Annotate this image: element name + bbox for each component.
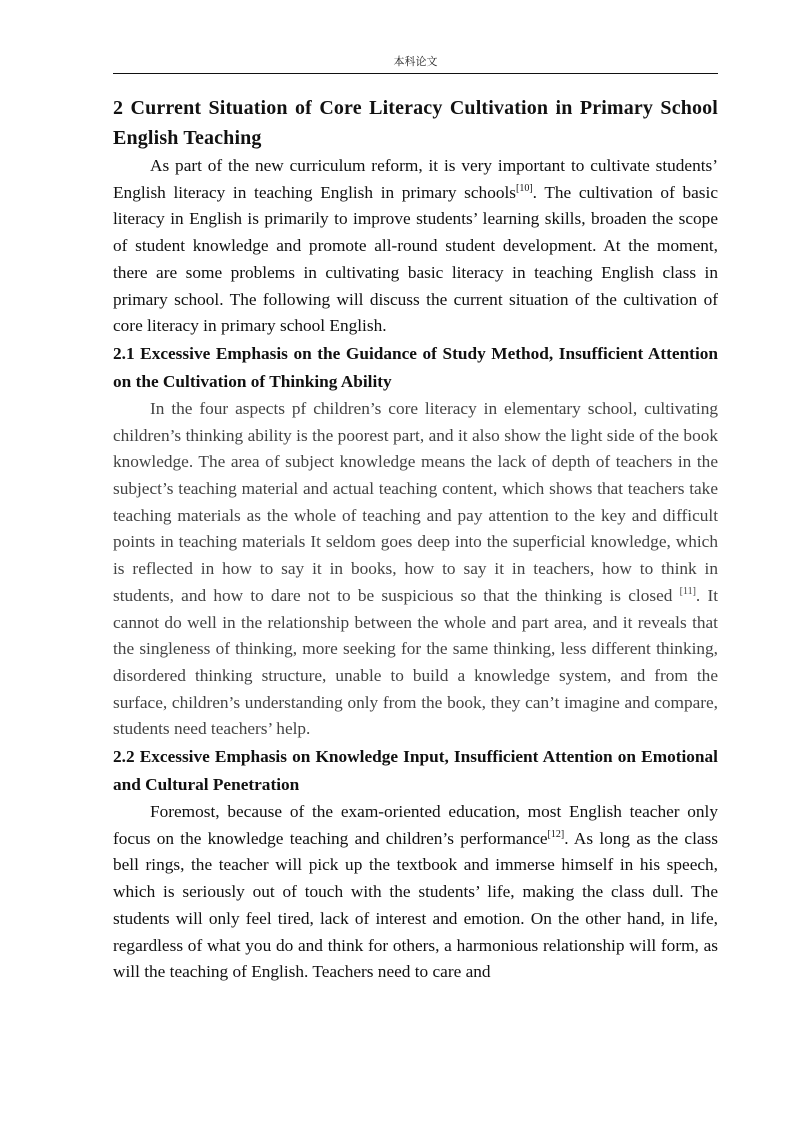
paragraph-text: Foremost, because of the exam-oriented education, most English teacher only focus on the knowledge teaching and children’s performance — [113, 802, 718, 848]
paragraph-text: . As long as the class bell rings, the teacher will pick up the textbook and immerse himself in his speech, which is seriously out of touch with the students’ life, making the class dull. The students will only feel tired, lack of interest and emotion. On the other hand, in life, regardless of what you do and think for others, a harmonious relationship will form, as will the teaching of English. Teachers need to care and — [113, 828, 718, 982]
section-2-paragraph — [113, 153, 718, 340]
document-body — [113, 93, 718, 986]
citation-ref: [11] — [679, 585, 696, 597]
section-2-2-paragraph — [113, 799, 718, 986]
citation-ref: [12] — [547, 828, 565, 840]
paragraph-text: As part of the new curriculum reform, it is very important to cultivate students’ English literacy in teaching English in primary schools — [113, 156, 718, 202]
section-2-1-heading: 2.1 Excessive Emphasis on the Guidance of Study Method, Insufficient Attention on the Cultivation of Thinking Ability — [113, 343, 718, 391]
page-header: 本科论文 — [393, 55, 438, 68]
section-2-heading: 2 Current Situation of Core Literacy Cultivation in Primary School English Teaching — [113, 97, 718, 149]
section-2-2-heading: 2.2 Excessive Emphasis on Knowledge Input, Insufficient Attention on Emotional and Cultural Penetration — [113, 747, 718, 795]
paragraph-text: . It cannot do well in the relationship between the whole and part area, and it reveals that the singleness of thinking, more seeking for the same thinking, less different thinking, disordered thinking structure, unable to build a knowledge system, and from the surface, children’s understanding only from the book, they can’t imagine and compare, students need teachers’ help. — [113, 585, 718, 739]
citation-ref: [10] — [516, 182, 533, 194]
header-rule — [113, 73, 718, 74]
section-2-1-paragraph — [113, 396, 718, 743]
paragraph-text: In the four aspects pf children’s core literacy in elementary school, cultivating children’s thinking ability is the poorest part, and it also show the light side of the book knowledge. The area of subject knowledge means the lack of depth of teachers in the subject’s teaching material and actual teaching content, which shows that teachers take teaching materials as the whole of teaching and pay attention to the key and difficult points in teaching materials It seldom goes deep into the superficial knowledge, which is reflected in how to say it in books, how to say it in teachers, how to think in students, and how to dare not to be suspicious so that the thinking is closed — [113, 398, 718, 605]
paragraph-text: . The cultivation of basic literacy in English is primarily to improve students’ learning skills, broaden the scope of student knowledge and promote all-round student development. At the moment, there are some problems in cultivating basic literacy in teaching English class in primary school. The following will discuss the current situation of the cultivation of core literacy in primary school English. — [113, 182, 718, 336]
